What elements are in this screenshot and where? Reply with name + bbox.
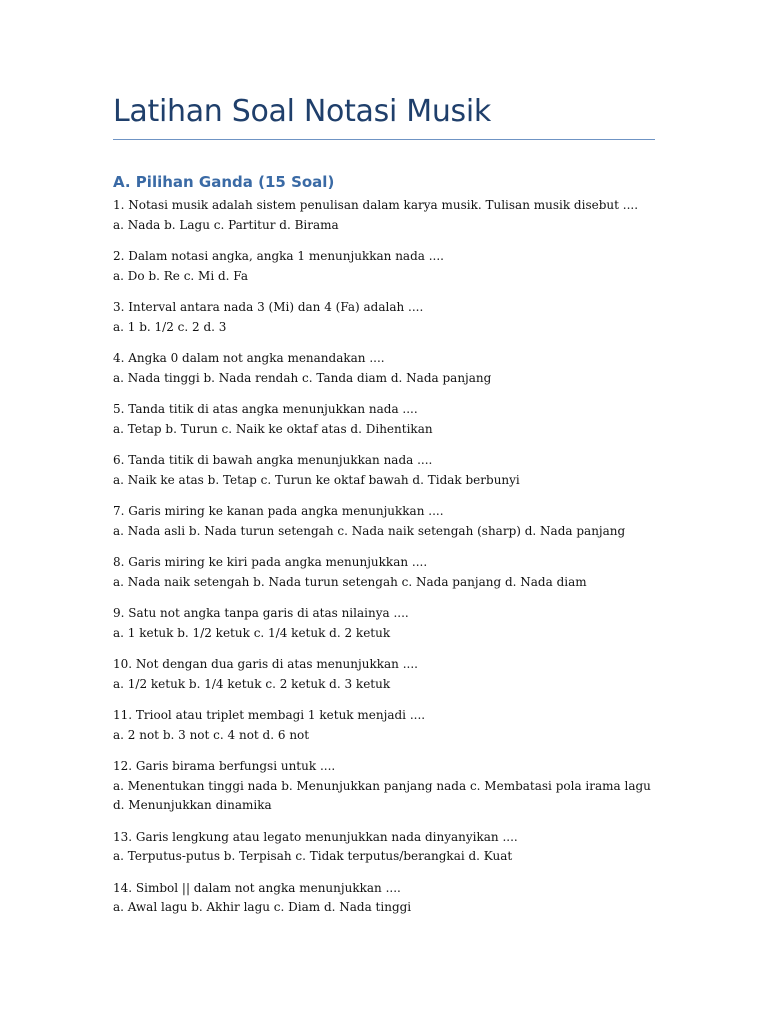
question-text: 6. Tanda titik di bawah angka menunjukkan nada ....	[113, 453, 433, 467]
question-text: 9. Satu not angka tanpa garis di atas nilainya ....	[113, 606, 409, 620]
question-text: 3. Interval antara nada 3 (Mi) dan 4 (Fa) adalah ....	[113, 300, 424, 314]
question-item	[113, 451, 658, 490]
question-text: 12. Garis birama berfungsi untuk ....	[113, 759, 336, 773]
question-item	[113, 400, 658, 439]
document-title: Latihan Soal Notasi Musik	[113, 94, 491, 129]
question-options: a. Tetap b. Turun c. Naik ke oktaf atas d. Dihentikan	[113, 421, 433, 436]
question-options: a. 1 ketuk b. 1/2 ketuk c. 1/4 ketuk d. 2 ketuk	[113, 625, 391, 640]
question-options: a. Nada naik setengah b. Nada turun setengah c. Nada panjang d. Nada diam	[113, 574, 587, 589]
question-item	[113, 298, 658, 337]
question-text: 14. Simbol || dalam not angka menunjukkan ....	[113, 880, 401, 895]
question-item	[113, 553, 658, 592]
question-item	[113, 247, 658, 286]
question-options: a. Menentukan tinggi nada b. Menunjukkan panjang nada c. Membatasi pola irama lagu d. Menunjukkan dinamika	[113, 778, 651, 812]
question-item	[113, 879, 658, 918]
question-text: 5. Tanda titik di atas angka menunjukkan nada ....	[113, 402, 418, 416]
question-options: a. 2 not b. 3 not c. 4 not d. 6 not	[113, 727, 310, 742]
question-item	[113, 502, 658, 541]
question-item	[113, 706, 658, 745]
question-options: a. Nada b. Lagu c. Partitur d. Birama	[113, 217, 339, 232]
question-text: 8. Garis miring ke kiri pada angka menunjukkan ....	[113, 555, 428, 569]
question-options: a. Nada tinggi b. Nada rendah c. Tanda diam d. Nada panjang	[113, 370, 492, 385]
question-options: a. 1/2 ketuk b. 1/4 ketuk c. 2 ketuk d. 3 ketuk	[113, 676, 391, 691]
question-text: 7. Garis miring ke kanan pada angka menunjukkan ....	[113, 504, 444, 518]
question-text: 1. Notasi musik adalah sistem penulisan dalam karya musik. Tulisan musik disebut ....	[113, 198, 639, 212]
question-options: a. 1 b. 1/2 c. 2 d. 3	[113, 319, 227, 334]
question-item	[113, 655, 658, 694]
question-item	[113, 349, 658, 388]
question-text: 10. Not dengan dua garis di atas menunjukkan ....	[113, 657, 418, 671]
section-heading: A. Pilihan Ganda (15 Soal)	[113, 173, 335, 191]
question-text: 11. Triool atau triplet membagi 1 ketuk menjadi ....	[113, 708, 426, 722]
question-item	[113, 757, 658, 816]
question-list	[113, 196, 658, 930]
question-options: a. Awal lagu b. Akhir lagu c. Diam d. Nada tinggi	[113, 900, 412, 914]
question-options: a. Do b. Re c. Mi d. Fa	[113, 268, 248, 283]
question-options: a. Nada asli b. Nada turun setengah c. Nada naik setengah (sharp) d. Nada panjang	[113, 523, 626, 538]
question-item	[113, 604, 658, 643]
title-underline	[113, 139, 655, 140]
question-options: a. Naik ke atas b. Tetap c. Turun ke oktaf bawah d. Tidak berbunyi	[113, 472, 520, 487]
question-item	[113, 196, 658, 235]
question-options: a. Terputus-putus b. Terpisah c. Tidak terputus/berangkai d. Kuat	[113, 849, 513, 863]
question-text: 4. Angka 0 dalam not angka menandakan ....	[113, 351, 385, 365]
question-text: 2. Dalam notasi angka, angka 1 menunjukkan nada ....	[113, 249, 444, 263]
question-item	[113, 828, 658, 867]
question-text: 13. Garis lengkung atau legato menunjukkan nada dinyanyikan ....	[113, 829, 518, 844]
